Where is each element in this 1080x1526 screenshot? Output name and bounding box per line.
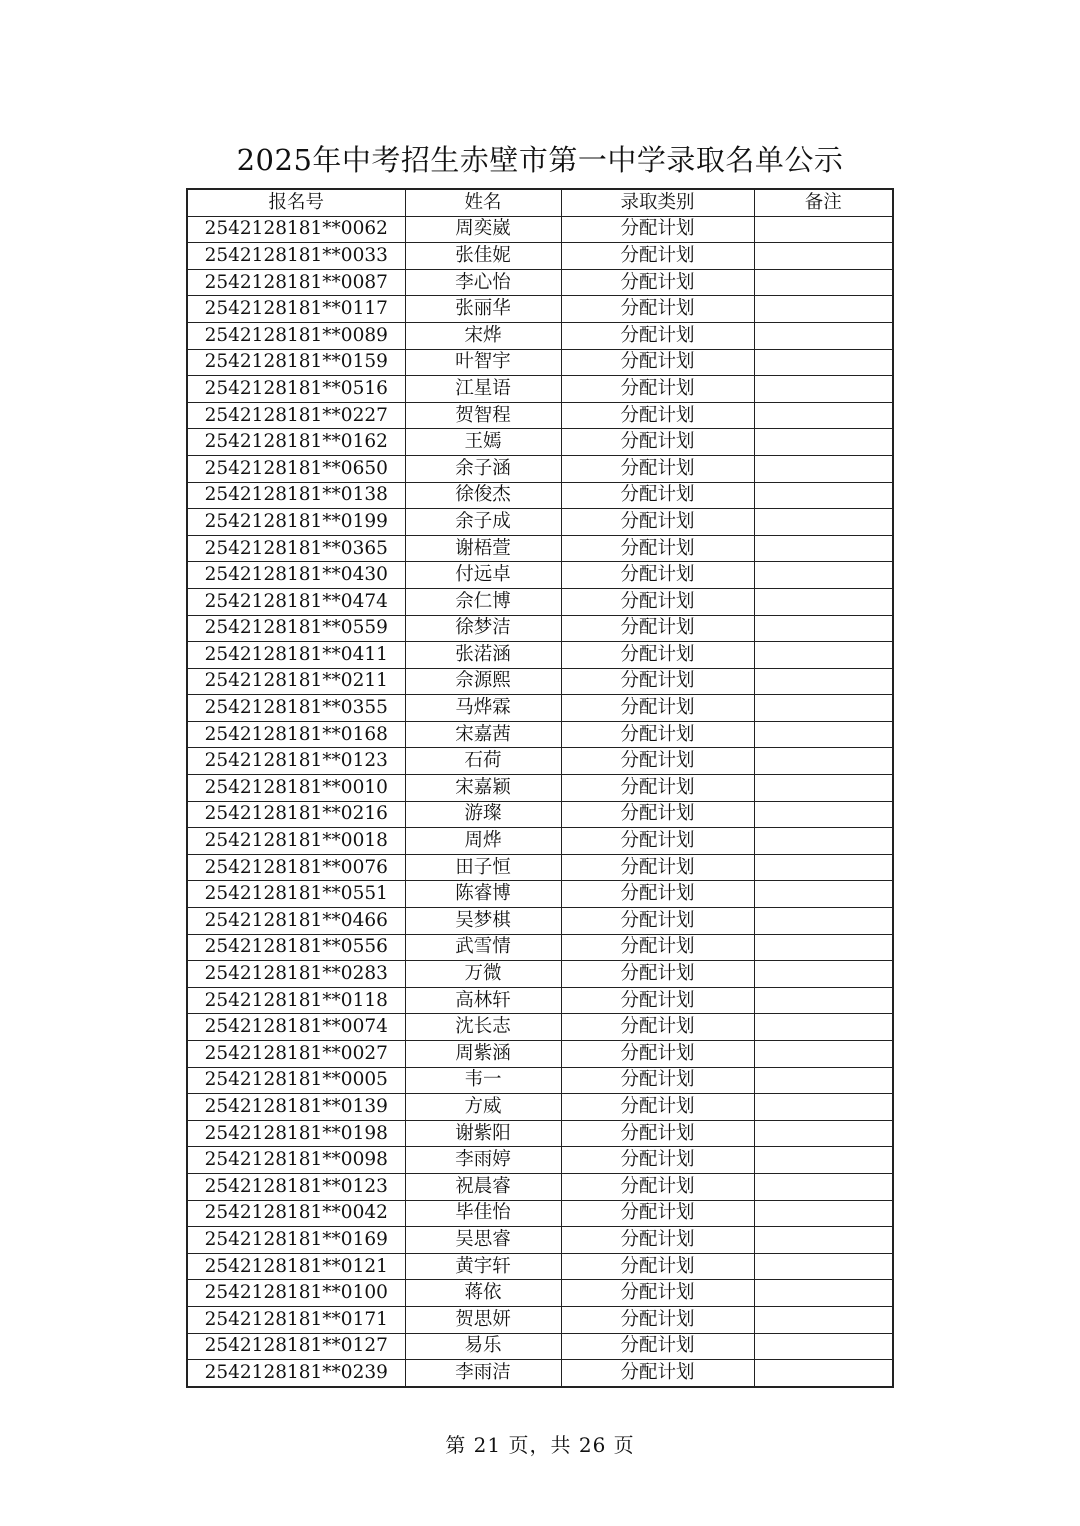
admission-category-cell: 分配计划 xyxy=(561,429,754,456)
remarks-cell xyxy=(754,1306,893,1333)
registration-number-cell: 2542128181**0227 xyxy=(187,402,405,429)
remarks-cell xyxy=(754,642,893,669)
table-row xyxy=(187,588,893,615)
student-name-cell: 周烨 xyxy=(405,828,561,855)
remarks-cell xyxy=(754,721,893,748)
remarks-cell xyxy=(754,881,893,908)
registration-number-cell: 2542128181**0159 xyxy=(187,349,405,376)
registration-number-cell: 2542128181**0139 xyxy=(187,1094,405,1121)
admission-category-cell: 分配计划 xyxy=(561,269,754,296)
admission-category-cell: 分配计划 xyxy=(561,1227,754,1254)
remarks-cell xyxy=(754,588,893,615)
table-row xyxy=(187,615,893,642)
registration-number-cell: 2542128181**0198 xyxy=(187,1120,405,1147)
header-registration-number: 报名号 xyxy=(187,189,405,216)
table-row xyxy=(187,908,893,935)
remarks-cell xyxy=(754,349,893,376)
admission-category-cell: 分配计划 xyxy=(561,961,754,988)
admission-category-cell: 分配计划 xyxy=(561,934,754,961)
page-footer: 第 21 页，共 26 页 xyxy=(445,1433,635,1457)
registration-number-cell: 2542128181**0162 xyxy=(187,429,405,456)
remarks-cell xyxy=(754,376,893,403)
admission-category-cell: 分配计划 xyxy=(561,1306,754,1333)
remarks-cell xyxy=(754,1067,893,1094)
registration-number-cell: 2542128181**0411 xyxy=(187,642,405,669)
registration-number-cell: 2542128181**0474 xyxy=(187,588,405,615)
table-header xyxy=(187,189,893,216)
admission-category-cell: 分配计划 xyxy=(561,1067,754,1094)
remarks-cell xyxy=(754,695,893,722)
admission-category-cell: 分配计划 xyxy=(561,216,754,243)
student-name-cell: 李雨洁 xyxy=(405,1360,561,1387)
registration-number-cell: 2542128181**0121 xyxy=(187,1253,405,1280)
registration-number-cell: 2542128181**0033 xyxy=(187,243,405,270)
admission-category-cell: 分配计划 xyxy=(561,296,754,323)
table-row xyxy=(187,402,893,429)
student-name-cell: 谢紫阳 xyxy=(405,1120,561,1147)
registration-number-cell: 2542128181**0138 xyxy=(187,482,405,509)
student-name-cell: 黄宇轩 xyxy=(405,1253,561,1280)
admission-category-cell: 分配计划 xyxy=(561,668,754,695)
admission-category-cell: 分配计划 xyxy=(561,1014,754,1041)
student-name-cell: 付远卓 xyxy=(405,562,561,589)
registration-number-cell: 2542128181**0283 xyxy=(187,961,405,988)
registration-number-cell: 2542128181**0087 xyxy=(187,269,405,296)
registration-number-cell: 2542128181**0076 xyxy=(187,854,405,881)
remarks-cell xyxy=(754,615,893,642)
remarks-cell xyxy=(754,801,893,828)
registration-number-cell: 2542128181**0556 xyxy=(187,934,405,961)
registration-number-cell: 2542128181**0123 xyxy=(187,748,405,775)
admission-category-cell: 分配计划 xyxy=(561,349,754,376)
table-row xyxy=(187,376,893,403)
registration-number-cell: 2542128181**0089 xyxy=(187,322,405,349)
table-row xyxy=(187,1094,893,1121)
student-name-cell: 吴思睿 xyxy=(405,1227,561,1254)
admission-category-cell: 分配计划 xyxy=(561,1333,754,1360)
table-row xyxy=(187,854,893,881)
admission-category-cell: 分配计划 xyxy=(561,1120,754,1147)
admission-category-cell: 分配计划 xyxy=(561,482,754,509)
student-name-cell: 周奕崴 xyxy=(405,216,561,243)
table-row xyxy=(187,1067,893,1094)
remarks-cell xyxy=(754,455,893,482)
remarks-cell xyxy=(754,1173,893,1200)
table-row xyxy=(187,1147,893,1174)
student-name-cell: 张丽华 xyxy=(405,296,561,323)
table-row xyxy=(187,828,893,855)
admission-category-cell: 分配计划 xyxy=(561,535,754,562)
remarks-cell xyxy=(754,322,893,349)
admission-category-cell: 分配计划 xyxy=(561,642,754,669)
remarks-cell xyxy=(754,1041,893,1068)
remarks-cell xyxy=(754,296,893,323)
admission-category-cell: 分配计划 xyxy=(561,402,754,429)
table-row xyxy=(187,748,893,775)
student-name-cell: 祝晨睿 xyxy=(405,1173,561,1200)
student-name-cell: 宋嘉茜 xyxy=(405,721,561,748)
table-row xyxy=(187,642,893,669)
table-row xyxy=(187,429,893,456)
admission-category-cell: 分配计划 xyxy=(561,775,754,802)
admission-category-cell: 分配计划 xyxy=(561,1253,754,1280)
remarks-cell xyxy=(754,216,893,243)
registration-number-cell: 2542128181**0042 xyxy=(187,1200,405,1227)
table-row xyxy=(187,349,893,376)
remarks-cell xyxy=(754,243,893,270)
student-name-cell: 贺思妍 xyxy=(405,1306,561,1333)
table-row xyxy=(187,1360,893,1387)
student-name-cell: 周紫涵 xyxy=(405,1041,561,1068)
table-row xyxy=(187,775,893,802)
remarks-cell xyxy=(754,961,893,988)
table-row xyxy=(187,961,893,988)
student-name-cell: 李雨婷 xyxy=(405,1147,561,1174)
registration-number-cell: 2542128181**0171 xyxy=(187,1306,405,1333)
remarks-cell xyxy=(754,1200,893,1227)
admission-category-cell: 分配计划 xyxy=(561,721,754,748)
remarks-cell xyxy=(754,402,893,429)
registration-number-cell: 2542128181**0559 xyxy=(187,615,405,642)
header-admission-category: 录取类别 xyxy=(561,189,754,216)
registration-number-cell: 2542128181**0117 xyxy=(187,296,405,323)
registration-number-cell: 2542128181**0018 xyxy=(187,828,405,855)
student-name-cell: 易乐 xyxy=(405,1333,561,1360)
student-name-cell: 韦一 xyxy=(405,1067,561,1094)
document-title: 2025年中考招生赤壁市第一中学录取名单公示 xyxy=(236,143,844,177)
student-name-cell: 高林轩 xyxy=(405,987,561,1014)
student-name-cell: 宋嘉颖 xyxy=(405,775,561,802)
admission-category-cell: 分配计划 xyxy=(561,1280,754,1307)
student-name-cell: 余子涵 xyxy=(405,455,561,482)
student-name-cell: 贺智程 xyxy=(405,402,561,429)
admission-category-cell: 分配计划 xyxy=(561,243,754,270)
table-row xyxy=(187,1120,893,1147)
student-name-cell: 江星语 xyxy=(405,376,561,403)
student-name-cell: 蒋依 xyxy=(405,1280,561,1307)
remarks-cell xyxy=(754,1333,893,1360)
admission-category-cell: 分配计划 xyxy=(561,1094,754,1121)
remarks-cell xyxy=(754,1253,893,1280)
table-row xyxy=(187,509,893,536)
registration-number-cell: 2542128181**0466 xyxy=(187,908,405,935)
admission-category-cell: 分配计划 xyxy=(561,854,754,881)
student-name-cell: 毕佳怡 xyxy=(405,1200,561,1227)
remarks-cell xyxy=(754,1280,893,1307)
admission-category-cell: 分配计划 xyxy=(561,322,754,349)
table-row xyxy=(187,1253,893,1280)
remarks-cell xyxy=(754,269,893,296)
remarks-cell xyxy=(754,1014,893,1041)
admission-category-cell: 分配计划 xyxy=(561,615,754,642)
remarks-cell xyxy=(754,668,893,695)
admission-category-cell: 分配计划 xyxy=(561,562,754,589)
student-name-cell: 张佳妮 xyxy=(405,243,561,270)
student-name-cell: 陈睿博 xyxy=(405,881,561,908)
table-row xyxy=(187,668,893,695)
admission-category-cell: 分配计划 xyxy=(561,588,754,615)
table-row xyxy=(187,562,893,589)
registration-number-cell: 2542128181**0199 xyxy=(187,509,405,536)
admission-category-cell: 分配计划 xyxy=(561,1147,754,1174)
remarks-cell xyxy=(754,1094,893,1121)
student-name-cell: 王嫣 xyxy=(405,429,561,456)
admission-category-cell: 分配计划 xyxy=(561,748,754,775)
student-name-cell: 张渃涵 xyxy=(405,642,561,669)
admission-category-cell: 分配计划 xyxy=(561,881,754,908)
student-name-cell: 叶智宇 xyxy=(405,349,561,376)
remarks-cell xyxy=(754,775,893,802)
student-name-cell: 徐梦洁 xyxy=(405,615,561,642)
remarks-cell xyxy=(754,748,893,775)
registration-number-cell: 2542128181**0123 xyxy=(187,1173,405,1200)
remarks-cell xyxy=(754,509,893,536)
table-row xyxy=(187,1200,893,1227)
remarks-cell xyxy=(754,854,893,881)
table-row xyxy=(187,482,893,509)
student-name-cell: 万微 xyxy=(405,961,561,988)
table-row xyxy=(187,243,893,270)
registration-number-cell: 2542128181**0074 xyxy=(187,1014,405,1041)
remarks-cell xyxy=(754,908,893,935)
registration-number-cell: 2542128181**0650 xyxy=(187,455,405,482)
table-row xyxy=(187,695,893,722)
admission-category-cell: 分配计划 xyxy=(561,455,754,482)
remarks-cell xyxy=(754,535,893,562)
registration-number-cell: 2542128181**0516 xyxy=(187,376,405,403)
registration-number-cell: 2542128181**0239 xyxy=(187,1360,405,1387)
registration-number-cell: 2542128181**0551 xyxy=(187,881,405,908)
admission-category-cell: 分配计划 xyxy=(561,1200,754,1227)
table-row xyxy=(187,455,893,482)
remarks-cell xyxy=(754,1360,893,1387)
table-row xyxy=(187,1306,893,1333)
student-name-cell: 方威 xyxy=(405,1094,561,1121)
registration-number-cell: 2542128181**0005 xyxy=(187,1067,405,1094)
registration-number-cell: 2542128181**0355 xyxy=(187,695,405,722)
registration-number-cell: 2542128181**0098 xyxy=(187,1147,405,1174)
table-body xyxy=(187,216,893,1387)
table-row xyxy=(187,1014,893,1041)
table-row xyxy=(187,881,893,908)
admission-category-cell: 分配计划 xyxy=(561,376,754,403)
student-name-cell: 吴梦棋 xyxy=(405,908,561,935)
table-row xyxy=(187,1173,893,1200)
remarks-cell xyxy=(754,429,893,456)
admission-category-cell: 分配计划 xyxy=(561,1360,754,1387)
student-name-cell: 沈长志 xyxy=(405,1014,561,1041)
header-remarks: 备注 xyxy=(754,189,893,216)
registration-number-cell: 2542128181**0100 xyxy=(187,1280,405,1307)
admission-list-table xyxy=(186,188,894,1388)
table-row xyxy=(187,269,893,296)
student-name-cell: 徐俊杰 xyxy=(405,482,561,509)
registration-number-cell: 2542128181**0430 xyxy=(187,562,405,589)
header-name: 姓名 xyxy=(405,189,561,216)
student-name-cell: 宋烨 xyxy=(405,322,561,349)
student-name-cell: 谢梧萱 xyxy=(405,535,561,562)
registration-number-cell: 2542128181**0168 xyxy=(187,721,405,748)
table-row xyxy=(187,296,893,323)
table-row xyxy=(187,322,893,349)
remarks-cell xyxy=(754,562,893,589)
student-name-cell: 武雪情 xyxy=(405,934,561,961)
table-row xyxy=(187,721,893,748)
remarks-cell xyxy=(754,828,893,855)
student-name-cell: 马烨霖 xyxy=(405,695,561,722)
admission-category-cell: 分配计划 xyxy=(561,801,754,828)
student-name-cell: 余子成 xyxy=(405,509,561,536)
admission-category-cell: 分配计划 xyxy=(561,828,754,855)
remarks-cell xyxy=(754,934,893,961)
table-row xyxy=(187,987,893,1014)
admission-category-cell: 分配计划 xyxy=(561,695,754,722)
registration-number-cell: 2542128181**0211 xyxy=(187,668,405,695)
table-row xyxy=(187,216,893,243)
table-row xyxy=(187,1041,893,1068)
admission-category-cell: 分配计划 xyxy=(561,509,754,536)
student-name-cell: 佘源熙 xyxy=(405,668,561,695)
admission-category-cell: 分配计划 xyxy=(561,1041,754,1068)
remarks-cell xyxy=(754,482,893,509)
table-row xyxy=(187,934,893,961)
admission-category-cell: 分配计划 xyxy=(561,987,754,1014)
table-row xyxy=(187,1227,893,1254)
student-name-cell: 李心怡 xyxy=(405,269,561,296)
registration-number-cell: 2542128181**0169 xyxy=(187,1227,405,1254)
table-row xyxy=(187,535,893,562)
registration-number-cell: 2542128181**0062 xyxy=(187,216,405,243)
student-name-cell: 游璨 xyxy=(405,801,561,828)
admission-category-cell: 分配计划 xyxy=(561,908,754,935)
registration-number-cell: 2542128181**0118 xyxy=(187,987,405,1014)
admission-category-cell: 分配计划 xyxy=(561,1173,754,1200)
remarks-cell xyxy=(754,1120,893,1147)
table-row xyxy=(187,1333,893,1360)
student-name-cell: 石荷 xyxy=(405,748,561,775)
remarks-cell xyxy=(754,1227,893,1254)
registration-number-cell: 2542128181**0010 xyxy=(187,775,405,802)
student-name-cell: 田子恒 xyxy=(405,854,561,881)
header-row xyxy=(187,189,893,216)
registration-number-cell: 2542128181**0216 xyxy=(187,801,405,828)
registration-number-cell: 2542128181**0127 xyxy=(187,1333,405,1360)
student-name-cell: 佘仁博 xyxy=(405,588,561,615)
table-row xyxy=(187,801,893,828)
registration-number-cell: 2542128181**0027 xyxy=(187,1041,405,1068)
registration-number-cell: 2542128181**0365 xyxy=(187,535,405,562)
remarks-cell xyxy=(754,987,893,1014)
table-row xyxy=(187,1280,893,1307)
remarks-cell xyxy=(754,1147,893,1174)
